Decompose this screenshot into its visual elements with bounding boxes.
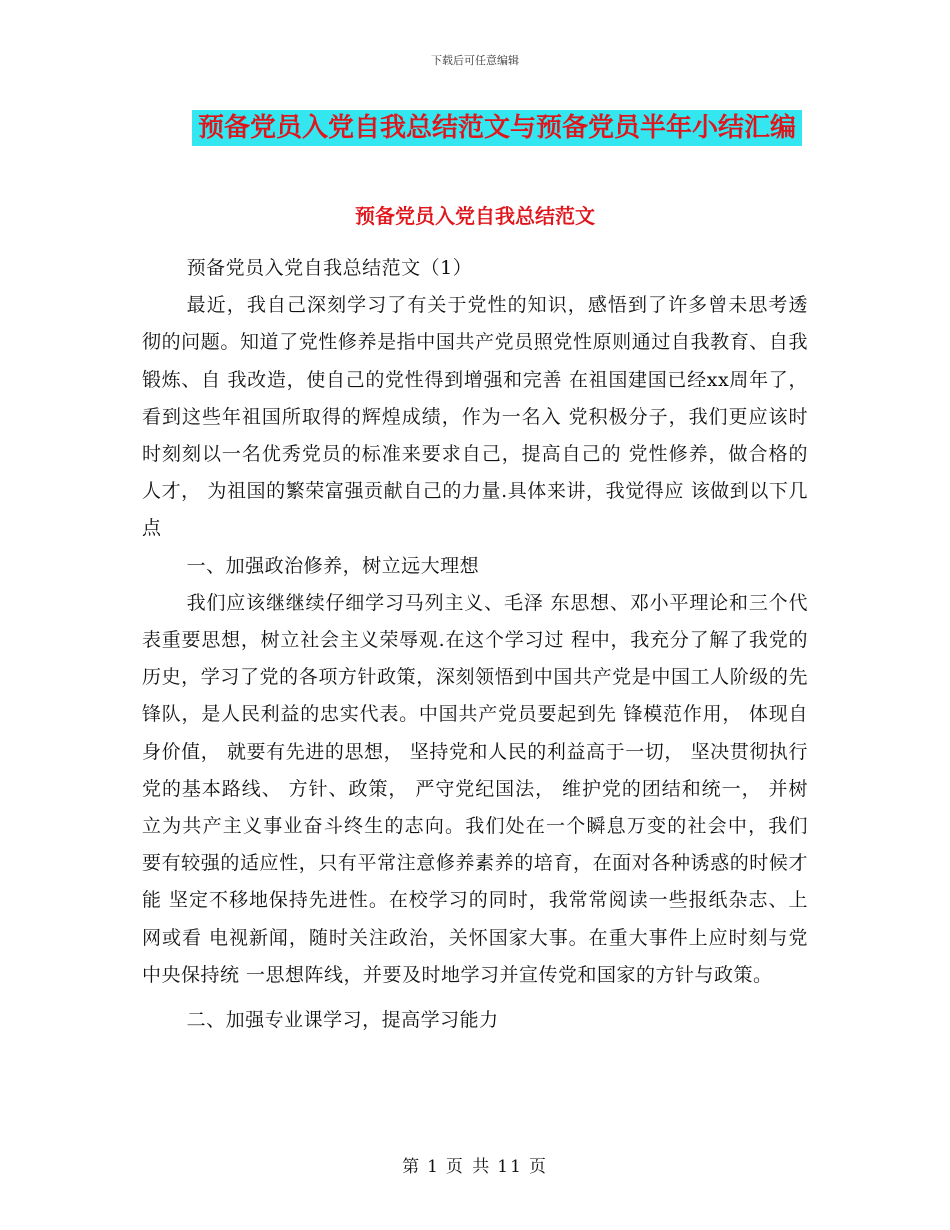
header-note: 下载后可任意编辑 bbox=[431, 54, 519, 67]
document-main-title: 预备党员入党自我总结范文与预备党员半年小结汇编 bbox=[192, 110, 802, 146]
paragraph-heading-3: 二、加强专业课学习，提高学习能力 bbox=[186, 1009, 499, 1032]
footer-prefix: 第 bbox=[402, 1157, 422, 1177]
document-body bbox=[142, 218, 808, 1039]
paragraph-heading-2: 一、加强政治修养，树立远大理想 bbox=[186, 554, 480, 577]
footer-total-pages: 11 bbox=[497, 1157, 523, 1177]
paragraph-intro: 最近，我自己深刻学习了有关于党性的知识，感悟到了许多曾未思考透彻的问题。知道了党性修养是指中国共产党员照党性原则通过自我教育、自我锻炼、自 我改造，使自己的党性得到增强和完善 在祖国建国已经xx周年了，看到这些年祖国所取得的辉煌成绩，作为一名入 党积极分子，我们更应该时时刻刻以一名优秀党员的标准来要求自己，提高自己的 党性修养，做合格的人才， 为祖国的繁荣富强贡献自己的力量.具体来讲，我觉得应 该做到以下几点 bbox=[142, 294, 808, 540]
paragraph-heading-1: 预备党员入党自我总结范文（1） bbox=[186, 257, 473, 279]
section-title: 预备党员入党自我总结范文 bbox=[355, 204, 595, 228]
page-footer bbox=[0, 1152, 950, 1177]
footer-middle: 页 共 bbox=[445, 1157, 492, 1177]
paragraph-political: 我们应该继继续仔细学习马列主义、毛泽 东思想、邓小平理论和三个代表重要思想，树立社会主义荣辱观.在这个学习过 程中，我充分了解了我党的历史，学习了党的各项方针政策，深刻领悟到中国共产党是中国工人阶级的先锋队，是人民利益的忠实代表。中国共产党员要起到先 锋模范作用， 体现自身价值， 就要有先进的思想， 坚持党和人民的利益高于一切， 坚决贯彻执行党的基本路线、 方针、政策， 严守党纪国法， 维护党的团结和统一， 并树立为共产主义事业奋斗终生的志向。我们处在一个瞬息万变的社会中，我们 要有较强的适应性，只有平常注意修养素养的培育，在面对各种诱惑的时候才能 坚定不移地保持先进性。在校学习的同时，我常常阅读一些报纸杂志、上网或看 电视新闻，随时关注政治，关怀国家大事。在重大事件上应时刻与党中央保持统 一思想阵线，并要及时地学习并宣传党和国家的方针与政策。 bbox=[142, 591, 808, 986]
footer-page-number: 1 bbox=[427, 1157, 440, 1177]
footer-suffix: 页 bbox=[528, 1157, 548, 1177]
